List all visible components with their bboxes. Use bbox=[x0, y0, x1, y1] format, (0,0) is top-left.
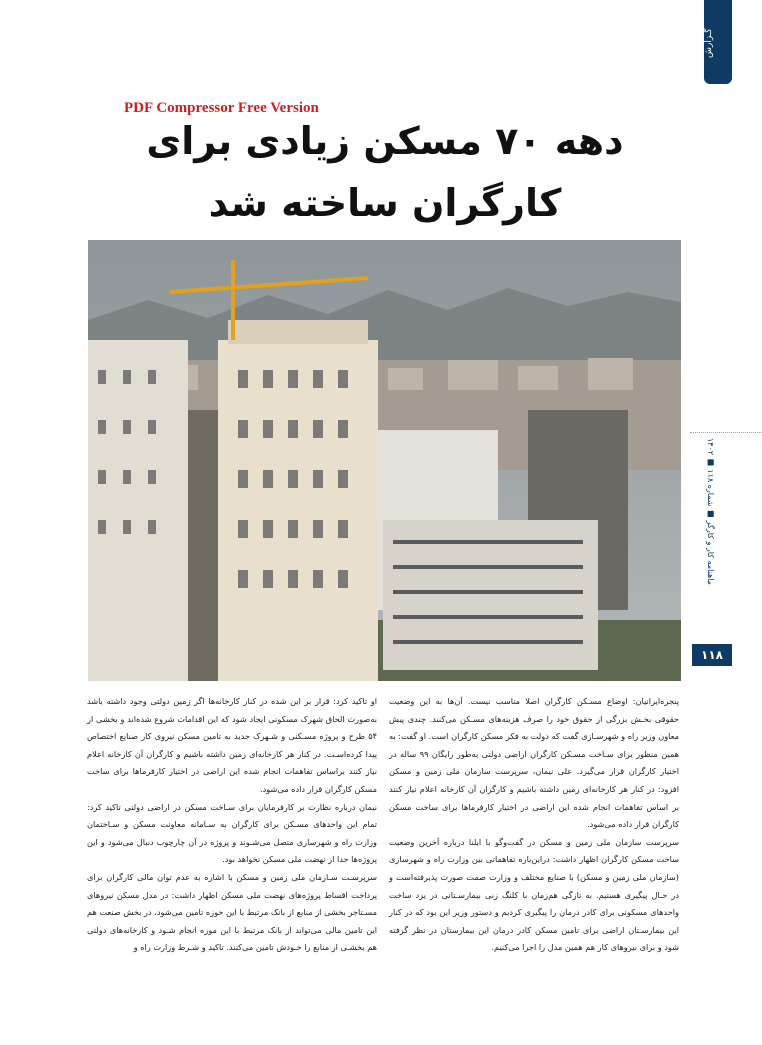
section-tab-label: گـزارش bbox=[704, 28, 714, 58]
paragraph: او تاکید کرد: قرار بر این شده در کنار کارخانه‌ها اگر زمین دولتی وجود داشته باشد به‌صورت الحاق شهرک مسکونی ایجاد شود که این اقدامات شروع شده‌اند و بخشی از ۵۴ طرح و پروژه مسـکنی و شـهرک جدید به تامین مسکن نیروی کار صنایع اختصاص پیدا کرده‌اسـت. در کنار هر کارخانه‌ای زمین داشته باشیم و کارگران آن کارخانه اعلام نیاز کنند براساس تفاهمات انجام شده این اراضی در اختیار کارفرماها برای ساخت مسکن کارگران قرار داده می‌شود. bbox=[87, 696, 377, 794]
paragraph: پنجره‌ایرانیان: اوضاع مسـکن کارگران اصلا مناسب نیست. آن‌ها به این وضعیت حقوقی بخـش بزرگی از حقوق خود را صرف هزینه‌های مسـکن می‌کنند. چندی پیش معاون وزیر راه و شهرسـازی گفت که دولت به فکر مسکن کارگران است. او گفت: به همین منظور برای سـاخت مسـکن کارگران اراضی دولتی به‌طور رایگان ۹۹ ساله در اختیار کارگران قرار می‌گیرد. علی نیمان، سرپرست سازمان ملی زمین و مسکن افزود: در کنار هر کارخانه‌ای زمین داشته باشیم و کارگران آن کارخانه اعلام نیاز کنند بر اساس تفاهمات انجام شده این اراضی در اختیار کارفرماها برای ساخت مسکن کارگران قرار داده می‌شود. bbox=[389, 696, 679, 830]
issue-info: ماهنامه کار و کارگر ■ شماره ۱۱۸ ■ ۱۴۰۲ bbox=[706, 438, 715, 585]
title-line-2: کارگران ساخته شد bbox=[208, 181, 562, 225]
paragraph: سرپرسـت سـازمان ملی زمین و مسکن با اشاره به عدم توان مالی کارگران برای پرداخت اقساط پروژه‌های نهضت ملی مسکن اظهار داشت: در مدل مسکن نیروهای مسـتاجر بخشی از منابع از بانک مرتبط با این حوزه تامین می‌شود، در بخش صنعت هم این تامین مالی می‌تواند از بانک مرتبط با این موزه انجام شـود و کارخانه‌های دولتی هم بخشـی از منابع را خـودش تامین می‌کنند. تاکید و شـرط وزارت راه و bbox=[87, 871, 377, 953]
cityscape-illustration bbox=[88, 240, 681, 681]
body-column-right bbox=[389, 693, 679, 957]
section-tab bbox=[704, 0, 732, 84]
main-tower-crown bbox=[228, 320, 368, 344]
watermark: PDF Compressor Free Version bbox=[124, 100, 319, 116]
paragraph: سرپرست سازمان ملی زمین و مسکن در گفت‌وگو با ایلنا درباره آخرین وضعیت ساخت مسکن کارگران اظهار داشت: دراین‌باره تفاهماتی بین وزارت راه و شهرسازی (سازمان ملی زمین و مسکن) با صنایع مختلف و وزارت صمت صورت پذیرفته‌است و در حـال پیگیری هستیم. به تازگی هم‌زمان با کلنگ زنی بیمارسـتانی در یزد ساخت واحدهای مسکونی برای کادر درمان را پیگیری کردیم و دستور وزیر این بود که در کنار این بیمارسـتان اراضی برای تامین مسکن کادر درمان این بیمارستان در نظر گرفته شود و برای نیروهای کار هم همین مدل را اجرا می‌کنیم. bbox=[389, 836, 679, 953]
page-number: ۱۱۸ bbox=[692, 644, 732, 666]
main-tower bbox=[218, 340, 378, 681]
paragraph: نیمان درباره نظارت بر کارفرمایان برای سـاخت مسکن در اراضی دولتی تاکید کرد: تمام این واحدهای مسـکن برای کارگران به سـامانه معاونت مسکن و سـاختمان وزارت راه و شهرسازی متصل می‌شـوند و پروژه در آن چارچوب دنبال می‌شود و این پروژه‌ها جدا از نهضت ملی مسکن نخواهد بود. bbox=[87, 801, 377, 865]
article-title bbox=[120, 110, 650, 234]
article-photo bbox=[88, 240, 681, 681]
title-line-1: دهه ۷۰ مسکن زیادی برای bbox=[146, 119, 624, 163]
left-tower bbox=[88, 340, 188, 681]
side-divider bbox=[690, 432, 762, 433]
body-column-left bbox=[87, 693, 377, 957]
